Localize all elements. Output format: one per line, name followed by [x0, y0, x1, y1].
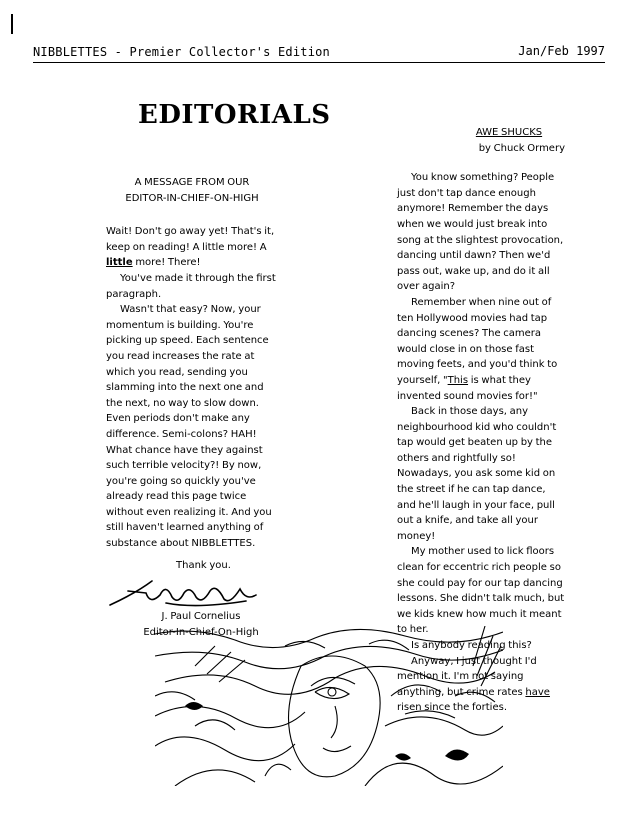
paragraph: You've made it through the first paragraph.	[106, 272, 276, 300]
thank-you-text: Thank you.	[176, 559, 231, 571]
paragraph	[397, 295, 565, 404]
article-title: AWE SHUCKS	[475, 127, 543, 138]
editor-message-heading	[106, 175, 278, 206]
editor-message-column	[106, 175, 278, 640]
paragraph: You know something? People just don't tap dance enough anymore! Remember the days when we would just break into song at the slightest provocation, dancing until dawn? Then we'd pass out, wake up, and do it all over again?	[397, 172, 564, 293]
signature-image	[106, 575, 278, 609]
emphasis-text: This	[447, 374, 469, 386]
text: risen since the forties.	[397, 702, 508, 714]
emphasis-text: little	[106, 257, 133, 269]
text: more! There!	[132, 257, 201, 269]
issue-date: Jan/Feb 1997	[518, 44, 605, 58]
page-header	[33, 42, 605, 63]
page-title: EDITORIALS	[138, 100, 331, 130]
signer-title: Editor-In-Chief-On-High	[143, 626, 259, 638]
scan-edge-mark	[11, 14, 13, 34]
heading-line: A MESSAGE FROM OUR	[134, 177, 250, 188]
text: is what they invented sound movies for!"	[397, 374, 538, 402]
signer-name: J. Paul Cornelius	[161, 611, 241, 623]
paragraph: Back in those days, any neighbourhood kid who couldn't tap would get beaten up by the others and rightfully so! Nowadays, you ask some kid on the street if he can tap dance, and he'll laugh in your face, pull out a knife, and take all your money!	[397, 406, 557, 542]
paragraph: My mother used to lick floors clean for eccentric rich people so she could pay for our tap dancing lessons. She didn't talk much, but we kids knew how much it meant to her.	[397, 546, 565, 636]
article-byline: by Chuck Ormery	[478, 142, 565, 154]
text: Wait! Don't go away yet! That's it, keep on reading! A little more! A	[106, 226, 275, 253]
text: Remember when nine out of ten Hollywood movies had tap dancing scenes? The camera would close in on those fast moving feets, and you'd think to yourself, "	[397, 296, 558, 386]
decorative-line-art	[155, 626, 503, 786]
heading-line: EDITOR-IN-CHIEF-ON-HIGH	[125, 192, 259, 204]
paragraph: Is anybody reading this?	[411, 640, 532, 651]
paragraph	[106, 224, 278, 271]
paragraph: Wasn't that easy? Now, your momentum is building. You're picking up speed. Each sentence you read increases the rate at which you read, sending you slamming into the next one and the next, no way to slow down. Even periods don't make any difference. Semi-colons? HAH! What chance have they against such terrible velocity?! By now, you're going so quickly you've already read this page twice without even realizing it. And you still haven't learned anything of substance about NIBBLETTES.	[106, 304, 272, 550]
text: Anyway, I just thought I'd mention it. I'm not saying anything, but crime rates	[397, 655, 537, 698]
publication-title: NIBBLETTES - Premier Collector's Edition	[33, 45, 330, 59]
emphasis-text: have	[525, 686, 550, 698]
